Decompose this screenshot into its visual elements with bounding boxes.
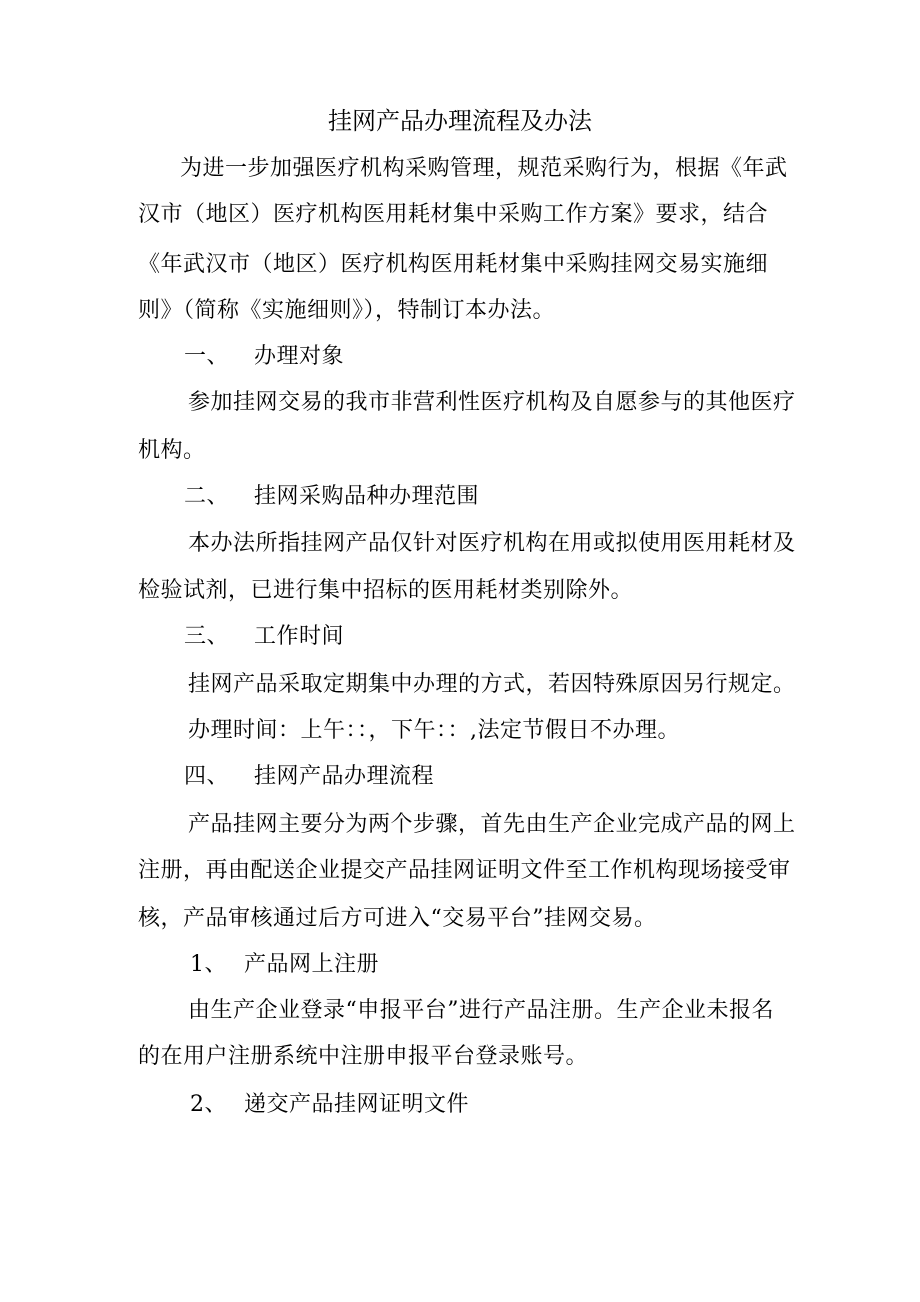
- section-number: 二、: [184, 484, 230, 509]
- section-2-line-2: 检验试剂，已进行集中招标的医用耗材类别除外。: [138, 578, 634, 603]
- subsection-heading-1: [190, 950, 379, 980]
- intro-line-3: 《年武汉市（地区）医疗机构医用耗材集中采购挂网交易实施细: [138, 252, 769, 277]
- subsection-1-line-2: 的在用户注册系统中注册申报平台登录账号。: [138, 1044, 589, 1069]
- section-title: 办理对象: [254, 344, 345, 369]
- section-heading-3: [184, 622, 344, 652]
- section-4-line-3: 核，产品审核通过后方可进入“交易平台”挂网交易。: [138, 906, 657, 931]
- subsection-number: 2、: [190, 1092, 227, 1117]
- subsection-title: 递交产品挂网证明文件: [244, 1092, 470, 1117]
- section-3-line-1: 挂网产品采取定期集中办理的方式，若因特殊原因另行规定。: [188, 672, 796, 697]
- section-heading-2: [184, 482, 479, 512]
- section-3-line-2: 办理时间：上午：：，下午：：,法定节假日不办理。: [188, 718, 680, 743]
- subsection-heading-2: [190, 1090, 469, 1120]
- section-heading-4: [184, 762, 434, 792]
- section-4-line-2: 注册，再由配送企业提交产品挂网证明文件至工作机构现场接受审: [138, 858, 791, 883]
- section-title: 挂网产品办理流程: [254, 764, 435, 789]
- section-title: 工作时间: [254, 624, 345, 649]
- subsection-number: 1、: [190, 952, 227, 977]
- section-number: 一、: [184, 344, 230, 369]
- subsection-title: 产品网上注册: [244, 952, 380, 977]
- section-1-line-1: 参加挂网交易的我市非营利性医疗机构及自愿参与的其他医疗: [188, 390, 796, 415]
- intro-line-1: 为进一步加强医疗机构采购管理，规范采购行为，根据《年武: [180, 156, 788, 181]
- section-heading-1: [184, 342, 344, 372]
- section-title: 挂网采购品种办理范围: [254, 484, 480, 509]
- document-title: 挂网产品办理流程及办法: [328, 107, 592, 135]
- intro-line-2: 汉市（地区）医疗机构医用耗材集中采购工作方案》要求，结合: [138, 202, 769, 227]
- section-number: 三、: [184, 624, 230, 649]
- subsection-1-line-1: 由生产企业登录“申报平台”进行产品注册。生产企业未报名: [188, 998, 774, 1023]
- section-4-line-1: 产品挂网主要分为两个步骤，首先由生产企业完成产品的网上: [188, 812, 796, 837]
- intro-line-4: 则》（简称《实施细则》），特制订本办法。: [138, 298, 556, 323]
- section-1-line-2: 机构。: [138, 438, 206, 463]
- section-2-line-1: 本办法所指挂网产品仅针对医疗机构在用或拟使用医用耗材及: [188, 531, 796, 556]
- section-number: 四、: [184, 764, 230, 789]
